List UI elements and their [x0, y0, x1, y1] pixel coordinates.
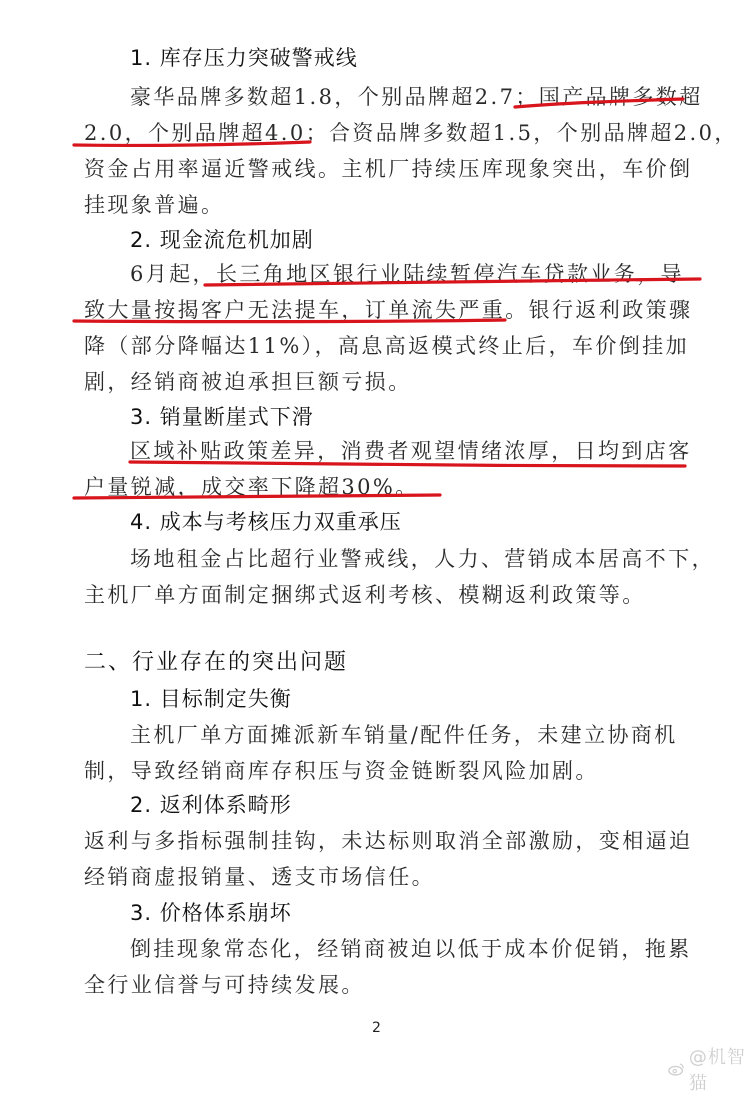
- heading-price-collapse: 3. 价格体系崩坏: [130, 901, 292, 925]
- paragraph-line: 致大量按揭客户无法提车，订单流失严重。银行返利政策骤: [84, 298, 693, 322]
- heading-cashflow-crisis: 2. 现金流危机加剧: [130, 228, 314, 252]
- paragraph-line: 场地租金占比超行业警戒线，人力、营销成本居高不下，: [130, 547, 715, 571]
- paragraph-line: 户量锐减，成交率下降超30%。: [84, 475, 419, 499]
- paragraph-line: 经销商虚报销量、透支市场信任。: [84, 865, 435, 889]
- watermark-text: @机智猫: [688, 1047, 746, 1094]
- heading-target-imbalance: 1. 目标制定失衡: [130, 687, 292, 711]
- heading-cost-pressure: 4. 成本与考核压力双重承压: [130, 510, 402, 534]
- paragraph-line: 制，导致经销商库存积压与资金链断裂风险加剧。: [84, 759, 599, 783]
- paragraph-line: 主机厂单方面摊派新车销量/配件任务，未建立协商机: [130, 723, 678, 747]
- heading-sales-decline: 3. 销量断崖式下滑: [130, 405, 314, 429]
- paragraph-line: 2.0，个别品牌超4.0；合资品牌多数超1.5，个别品牌超2.0，: [84, 121, 738, 145]
- heading-industry-problems: 二、行业存在的突出问题: [84, 650, 349, 675]
- weibo-icon: [668, 1061, 685, 1077]
- paragraph-line: 倒挂现象常态化，经销商被迫以低于成本价促销，拖累: [130, 937, 692, 961]
- paragraph-line: 主机厂单方面制定捆绑式返利考核、模糊返利政策等。: [84, 583, 646, 607]
- paragraph-line: 资金占用率逼近警戒线。主机厂持续压库现象突出，车价倒: [84, 157, 693, 181]
- heading-rebate-distortion: 2. 返利体系畸形: [130, 793, 292, 817]
- paragraph-line: 区域补贴政策差异，消费者观望情绪浓厚，日均到店客: [130, 439, 692, 463]
- heading-inventory-pressure: 1. 库存压力突破警戒线: [130, 46, 358, 70]
- paragraph-line: 全行业信誉与可持续发展。: [84, 973, 365, 997]
- paragraph-line: 豪华品牌多数超1.8，个别品牌超2.7；国产品牌多数超: [130, 85, 703, 109]
- paragraph-line: 降（部分降幅达11%），高息高返模式终止后，车价倒挂加: [84, 334, 689, 358]
- paragraph-line: 挂现象普遍。: [84, 193, 225, 217]
- paragraph-line: 剧，经销商被迫承担巨额亏损。: [84, 370, 412, 394]
- page-number: 2: [372, 1020, 381, 1036]
- weibo-watermark: [668, 1043, 753, 1095]
- paragraph-line: 返利与多指标强制挂钩，未达标则取消全部激励，变相逼迫: [84, 829, 693, 853]
- paragraph-line: 6月起，长三角地区银行业陆续暂停汽车贷款业务，导: [130, 262, 684, 286]
